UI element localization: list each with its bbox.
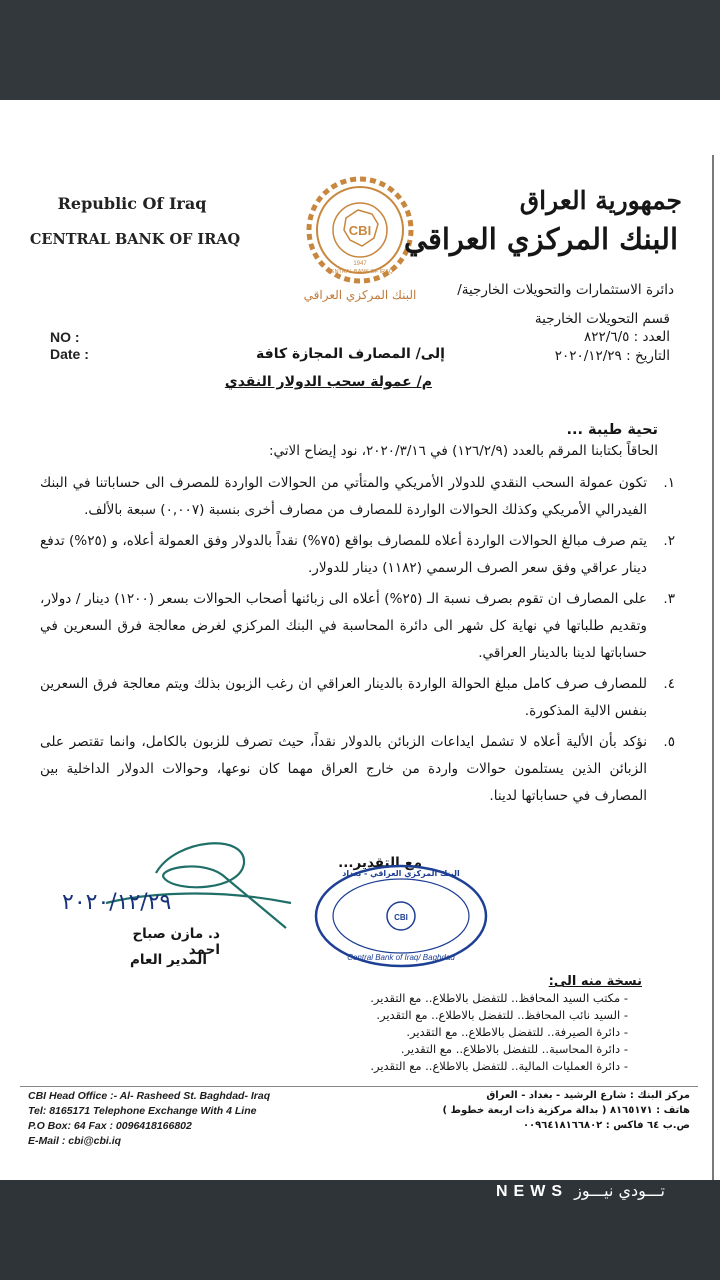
section-name: قسم التحويلات الخارجية xyxy=(534,311,670,327)
intro-line: الحاقاً بكتابنا المرقم بالعدد (١٢٦/٢/٩) في ٢٠٢٠/٣/١٦، نود إيضاح الاتي: xyxy=(269,443,658,459)
arabic-republic-title: جمهورية العراق xyxy=(519,186,682,215)
cc-item: - دائرة العمليات المالية.. للتفضل بالاطلاع.. مع التقدير. xyxy=(268,1058,628,1075)
reference-number: العدد : ٨٢٢/٦/٥ xyxy=(584,329,670,345)
footer-arabic-po-box: ص.ب ٦٤ فاكس : ٠٠٩٦٤١٨١٦٦٨٠٢ xyxy=(522,1120,690,1131)
watermark-latin: NEWS xyxy=(496,1183,568,1200)
item-text: تكون عمولة السحب النقدي للدولار الأمريكي والمتأتي من الحوالات الواردة للمصرف الى حساباتنا في البنك الفيدرالي الأمريكي وكذلك الحوالات الواردة للمصارف من مصارف أخرى بنسبة (٠,٠٠٧) سبعة بالألف. xyxy=(40,475,647,518)
regards-line: مع التقدير... xyxy=(338,855,422,871)
signer-title: المدير العام xyxy=(130,952,207,968)
item-number: ٥. xyxy=(663,734,675,750)
svg-text:CBI: CBI xyxy=(394,913,408,922)
signer-name: د. مازن صباح احمد xyxy=(132,926,220,958)
item-number: ١. xyxy=(663,475,675,491)
addressee: إلى/ المصارف المجازة كافة xyxy=(256,346,445,362)
handwritten-signature xyxy=(86,833,296,933)
letter-item xyxy=(40,729,675,810)
cbi-seal-logo xyxy=(300,174,420,306)
page-edge-line xyxy=(712,155,714,1180)
official-stamp xyxy=(312,862,490,970)
letter-items xyxy=(40,470,675,814)
letter-item xyxy=(40,671,675,725)
english-date-label: Date : xyxy=(50,346,89,362)
footer-address: CBI Head Office :- Al- Rasheed St. Baghdad- Iraq xyxy=(28,1090,271,1102)
item-text: للمصارف صرف كامل مبلغ الحوالة الواردة بالدينار العراقي ان رغب الزبون بذلك ويتم معالجة فرق السعرين بنفس الالية المذكورة. xyxy=(40,676,647,719)
english-no-label: NO : xyxy=(50,329,80,345)
reference-date: التاريخ : ٢٠٢٠/١٢/٢٩ xyxy=(554,348,670,364)
cc-item: - دائرة الصيرفة.. للتفضل بالاطلاع.. مع التقدير. xyxy=(268,1024,628,1041)
letter-item xyxy=(40,470,675,524)
department-name: دائرة الاستثمارات والتحويلات الخارجية/ xyxy=(457,282,674,298)
svg-text:1947: 1947 xyxy=(353,261,367,267)
item-text: يتم صرف مبالغ الحوالات الواردة أعلاه للمصارف بواقع (٧٥%) نقداً بالدولار وفق العمولة أعلاه، و (٢٥%) تدفع دينار عراقي وفق سعر الصرف الرسمي (١١٨٢) دينار للدولار. xyxy=(40,533,647,576)
news-watermark xyxy=(496,1181,665,1201)
footer-email: E-Mail : cbi@cbi.iq xyxy=(28,1135,122,1147)
seal-arabic-caption: البنك المركزي العراقي xyxy=(303,288,417,302)
item-number: ٤. xyxy=(663,676,675,692)
letter-page xyxy=(0,100,720,1180)
footer-telephone: Tel: 8165171 Telephone Exchange With 4 Line xyxy=(28,1105,257,1117)
svg-text:CBI: CBI xyxy=(348,223,372,238)
cc-item: - دائرة المحاسبة.. للتفضل بالاطلاع.. مع التقدير. xyxy=(268,1041,628,1058)
item-number: ٣. xyxy=(663,591,675,607)
cc-heading: نسخة منه الى: xyxy=(548,974,642,989)
watermark-arabic: تـــودي نيـــوز xyxy=(574,1181,665,1200)
letter-subject: م/ عمولة سحب الدولار النقدي xyxy=(224,374,432,390)
letter-item xyxy=(40,586,675,667)
footer-divider xyxy=(20,1086,698,1087)
english-republic-title: Republic Of Iraq xyxy=(57,194,207,213)
greeting: تحية طيبة ... xyxy=(566,422,658,438)
stamp-english-text: Central Bank of Iraq/ Baghdad xyxy=(347,953,455,962)
item-text: على المصارف ان تقوم بصرف نسبة الـ (٢٥%) أعلاه الى زبائنها أصحاب الحوالات بسعر (١٢٠٠) دينار / دولار، وتقديم طلباتها في نهاية كل شهر الى دائرة المحاسبة في البنك المركزي لغرض معالجة فرق السعرين في حساباتها لدينا بالدينار العراقي. xyxy=(40,591,647,661)
footer-arabic-address: مركز البنك : شارع الرشيد - بغداد - العراق xyxy=(486,1090,690,1101)
letter-item xyxy=(40,528,675,582)
footer-po-box: P.O Box: 64 Fax : 0096418166802 xyxy=(28,1120,192,1132)
english-bank-title: CENTRAL BANK OF IRAQ xyxy=(29,231,241,248)
footer-arabic-telephone: هاتف : ٨١٦٥١٧١ ( بدالة مركزية ذات اربعة خطوط ) xyxy=(442,1105,690,1116)
stamp-arabic-text: البنك المركزي العراقي - بغداد xyxy=(342,869,460,878)
cc-item: - السيد نائب المحافظ.. للتفضل بالاطلاع.. مع التقدير. xyxy=(268,1007,628,1024)
handwritten-date: ٢٠٢٠/١٢/٢٩ xyxy=(62,890,172,915)
cc-list xyxy=(268,990,628,1075)
top-dark-bar xyxy=(0,0,720,100)
cc-item: - مكتب السيد المحافظ.. للتفضل بالاطلاع.. مع التقدير. xyxy=(268,990,628,1007)
svg-text:CENTRAL BANK OF IRAQ: CENTRAL BANK OF IRAQ xyxy=(326,269,394,275)
arabic-bank-title: البنك المركزي العراقي xyxy=(403,222,678,256)
item-text: نؤكد بأن الألية أعلاه لا تشمل ايداعات الزبائن بالدولار نقداً، حيث تصرف للزبون بالكامل، وانما تقتصر على الزبائن الذين يستلمون حوالات واردة من خارج العراق مهما كان نوعها، وحوالات الدولار الداخلية بين المصارف في حساباتها لدينا. xyxy=(40,734,647,804)
item-number: ٢. xyxy=(663,533,675,549)
